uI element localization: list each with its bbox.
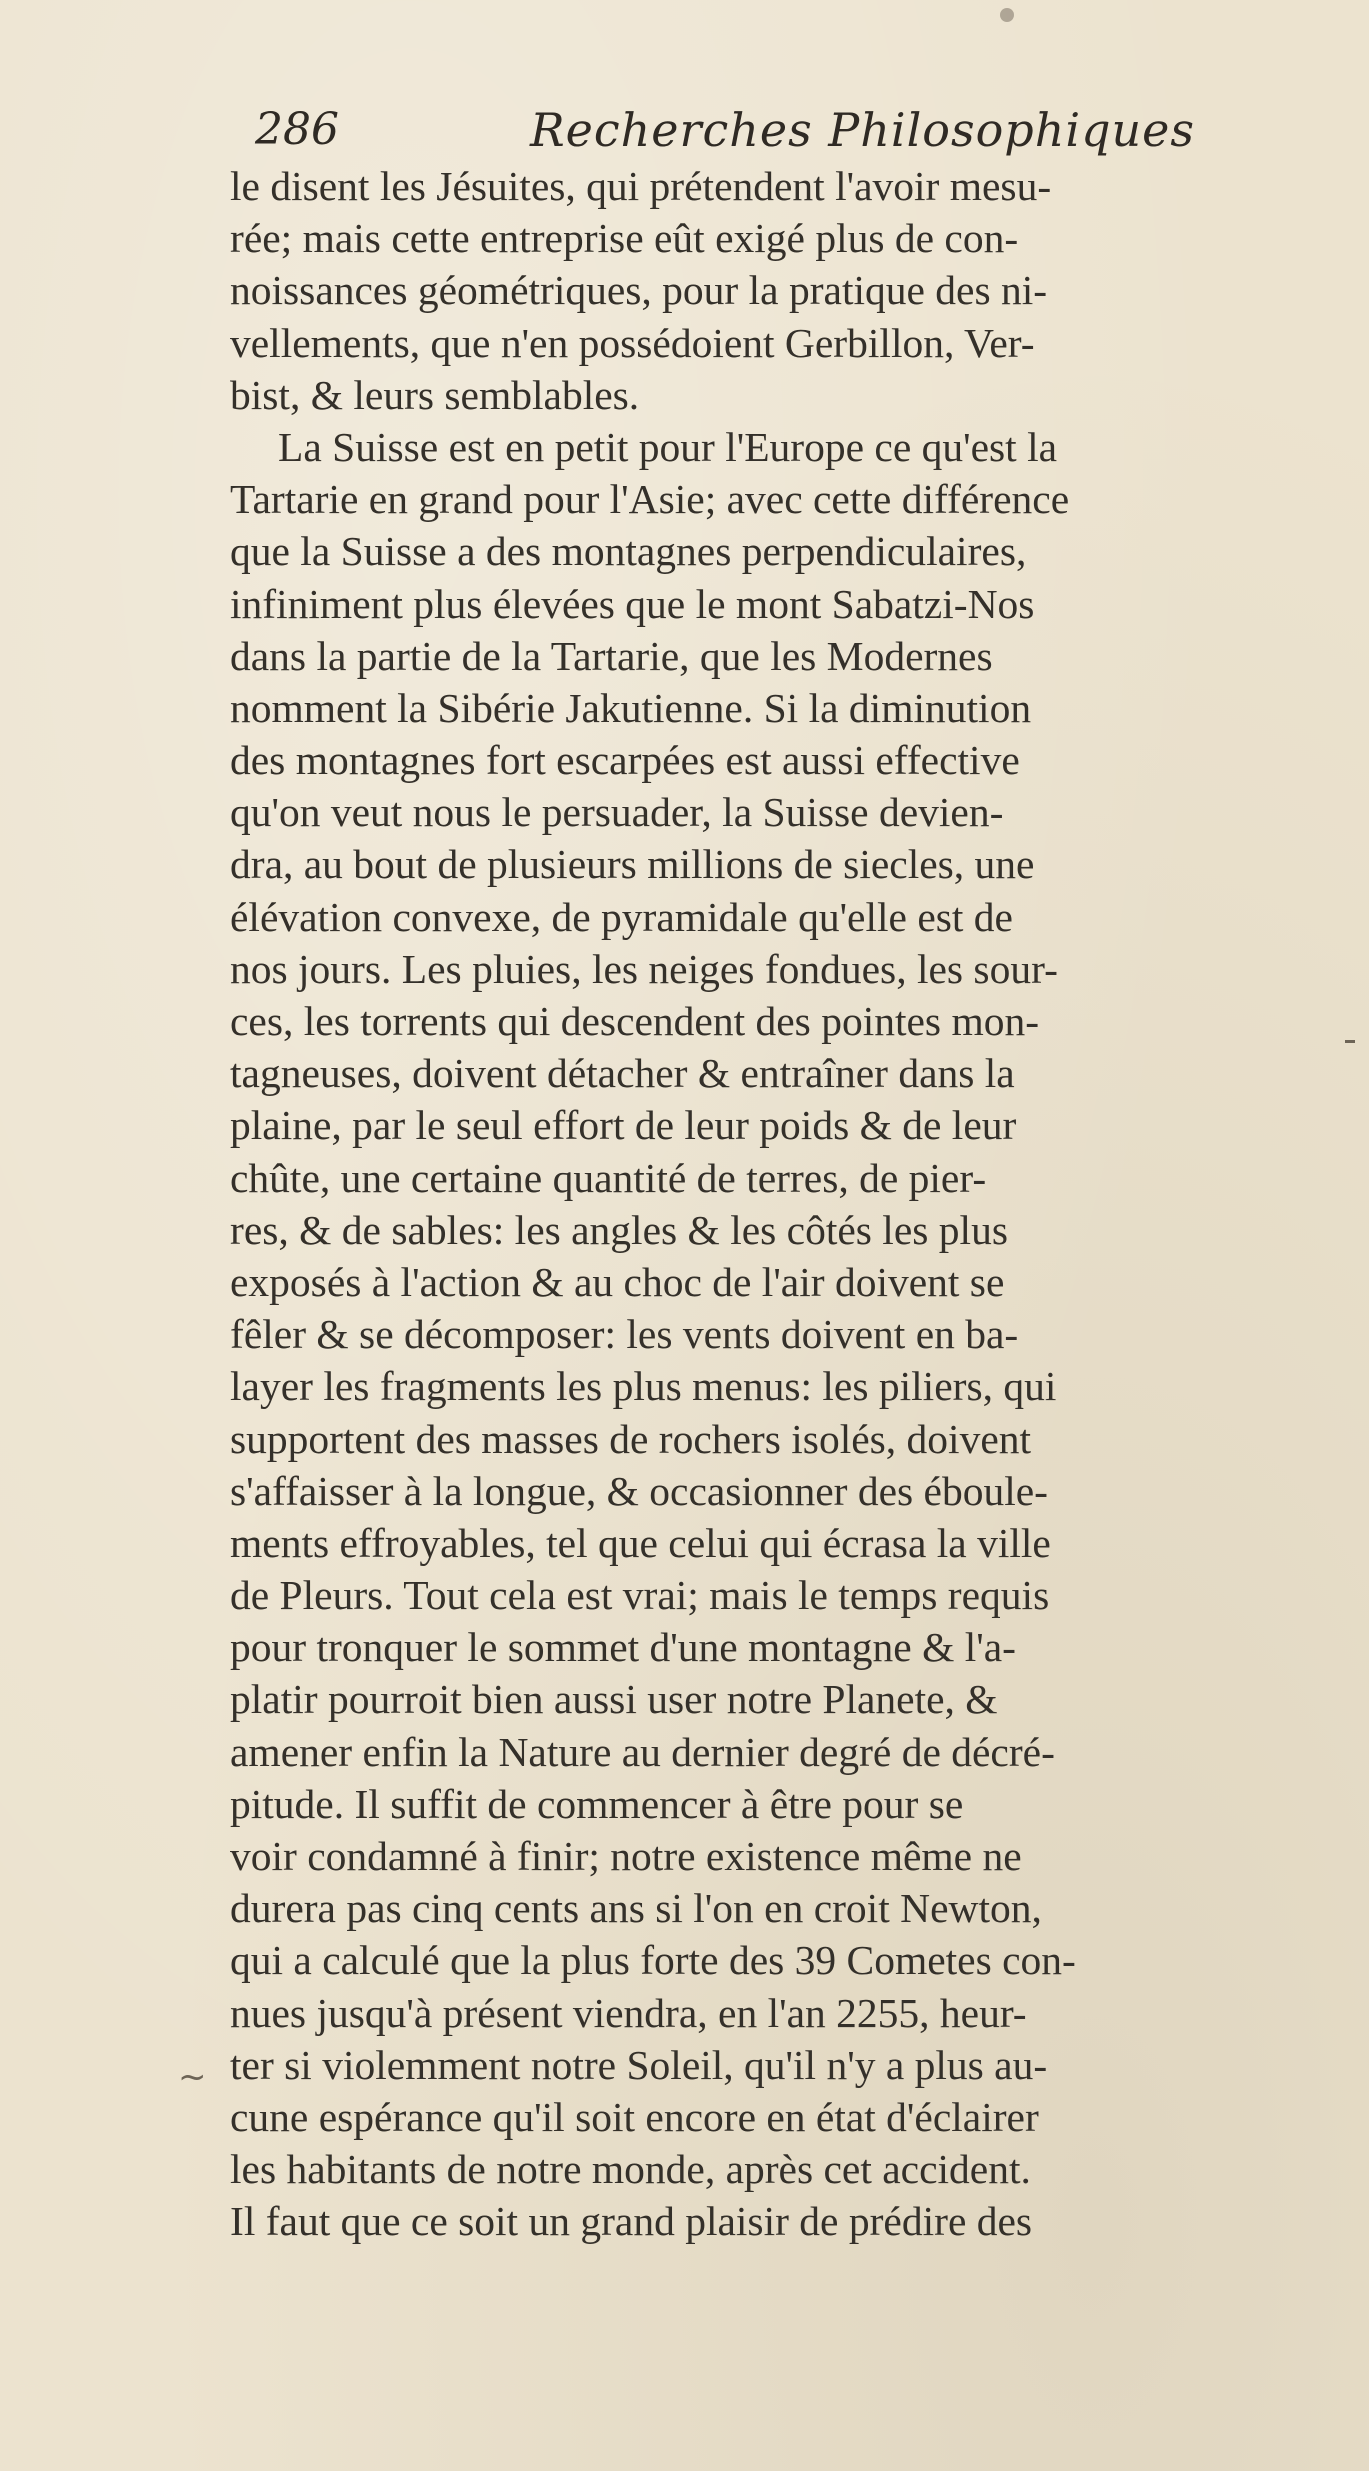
- text-line: ter si violemment notre Soleil, qu'il n'y a plus au-: [230, 2041, 1048, 2088]
- text-line: voir condamné à finir; notre existence même ne: [230, 1833, 1022, 1879]
- text-line: Tartarie en grand pour l'Asie; avec cette différence: [230, 476, 1070, 523]
- paragraph-start-line: La Suisse est en petit pour l'Europe ce qu'est la: [278, 423, 1058, 470]
- text-line: exposés à l'action & au choc de l'air doivent se: [230, 1258, 1005, 1305]
- text-line: des montagnes fort escarpées est aussi effective: [230, 737, 1020, 784]
- text-line: que la Suisse a des montagnes perpendiculaires,: [230, 528, 1027, 575]
- text-line: tagneuses, doivent détacher & entraîner dans la: [230, 1050, 1015, 1097]
- text-line: pour tronquer le sommet d'une montagne & l'a-: [230, 1624, 1016, 1671]
- text-line: platir pourroit bien aussi user notre Planete, &: [230, 1676, 998, 1723]
- text-line: noissances géométriques, pour la pratique des ni-: [230, 267, 1048, 314]
- text-line: qu'on veut nous le persuader, la Suisse devien-: [230, 789, 1004, 836]
- text-line: res, & de sables: les angles & les côtés les plus: [230, 1206, 1008, 1253]
- text-line: nues jusqu'à présent viendra, en l'an 2255, heur-: [230, 1989, 1027, 2036]
- text-line: bist, & leurs semblables.: [230, 371, 640, 418]
- page-number: 286: [255, 104, 339, 155]
- text-line: élévation convexe, de pyramidale qu'elle est de: [230, 893, 1013, 940]
- body-text: [230, 160, 1290, 2248]
- text-line: s'affaisser à la longue, & occasionner des éboule-: [230, 1467, 1048, 1514]
- text-line: rée; mais cette entreprise eût exigé plus de con-: [230, 215, 1019, 262]
- text-line: supportent des masses de rochers isolés, doivent: [230, 1415, 1032, 1462]
- text-line: vellements, que n'en possédoient Gerbillon, Ver-: [230, 319, 1035, 366]
- running-head: Recherches Philosophiques: [530, 103, 1195, 157]
- text-line: nos jours. Les pluies, les neiges fondues, les sour-: [230, 945, 1058, 992]
- text-line: pitude. Il suffit de commencer à être pour se: [230, 1780, 964, 1827]
- text-line: cune espérance qu'il soit encore en état d'éclairer: [230, 2093, 1039, 2140]
- margin-dash: [1345, 1040, 1355, 1043]
- text-line: nomment la Sibérie Jakutienne. Si la diminution: [230, 684, 1032, 731]
- text-line: infiniment plus élevées que le mont Sabatzi-Nos: [230, 580, 1035, 627]
- text-line: dans la partie de la Tartarie, que les Modernes: [230, 632, 993, 679]
- text-line: ments effroyables, tel que celui qui écrasa la ville: [230, 1519, 1051, 1566]
- text-line: chûte, une certaine quantité de terres, de pier-: [230, 1154, 987, 1201]
- text-line: de Pleurs. Tout cela est vrai; mais le temps requis: [230, 1572, 1050, 1619]
- text-line: les habitants de notre monde, après cet accident.: [230, 2146, 1031, 2193]
- text-line: plaine, par le seul effort de leur poids & de leur: [230, 1102, 1017, 1149]
- text-line: fêler & se décomposer: les vents doivent en ba-: [230, 1311, 1019, 1358]
- text-line: amener enfin la Nature au dernier degré de décré-: [230, 1728, 1055, 1775]
- margin-mark: ~: [178, 2057, 207, 2097]
- text-line: dra, au bout de plusieurs millions de siecles, une: [230, 841, 1035, 888]
- text-line: durera pas cinq cents ans si l'on en croit Newton,: [230, 1885, 1042, 1932]
- text-line: qui a calculé que la plus forte des 39 Cometes con-: [230, 1937, 1076, 1984]
- text-line: ces, les torrents qui descendent des pointes mon-: [230, 998, 1040, 1044]
- page-header: [255, 100, 1255, 160]
- text-line: le disent les Jésuites, qui prétendent l'avoir mesu-: [230, 163, 1052, 209]
- text-line: Il faut que ce soit un grand plaisir de prédire des: [230, 2198, 1033, 2245]
- text-line: layer les fragments les plus menus: les piliers, qui: [230, 1363, 1057, 1410]
- ink-speck: [1000, 8, 1014, 22]
